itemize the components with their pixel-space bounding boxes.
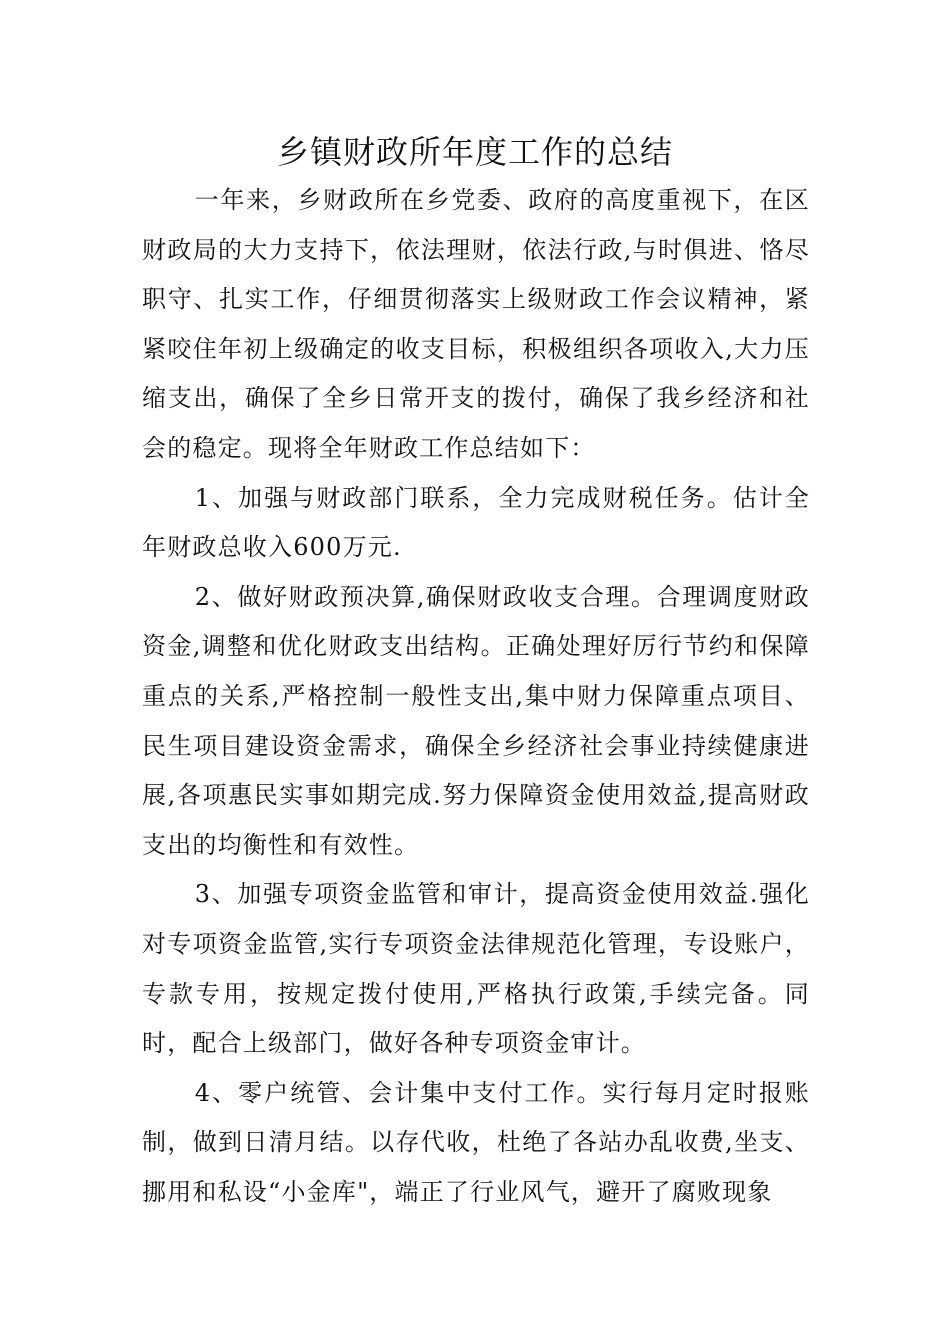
document-title: 乡镇财政所年度工作的总结 bbox=[276, 133, 673, 171]
paragraph-item-1: 1、加强与财政部门联系，全力完成财税任务。估计全年财政总收入600万元. bbox=[142, 483, 810, 562]
paragraph-item-4: 4、零户统管、会计集中支付工作。实行每月定时报账制，做到日清月结。以存代收，杜绝了各站办乱收费,坐支、挪用和私设“小金库"，端正了行业风气，避开了腐败现象 bbox=[142, 1078, 810, 1206]
document-body bbox=[142, 176, 810, 1217]
paragraph-intro: 一年来，乡财政所在乡党委、政府的高度重视下，在区财政局的大力支持下，依法理财，依法行政,与时俱进、恪尽职守、扎实工作，仔细贯彻落实上级财政工作会议精神，紧紧咬住年初上级确定的收支目标，积极组织各项收入,大力压缩支出，确保了全乡日常开支的拨付，确保了我乡经济和社会的稳定。现将全年财政工作总结如下： bbox=[142, 186, 810, 462]
paragraph-item-3: 3、加强专项资金监管和审计，提高资金使用效益.强化对专项资金监管,实行专项资金法律规范化管理，专设账户，专款专用，按规定拨付使用,严格执行政策,手续完备。同时，配合上级部门，做好各种专项资金审计。 bbox=[142, 880, 810, 1058]
paragraph-item-2: 2、做好财政预决算,确保财政收支合理。合理调度财政资金,调整和优化财政支出结构。正确处理好厉行节约和保障重点的关系,严格控制一般性支出,集中财力保障重点项目、民生项目建设资金需求，确保全乡经济社会事业持续健康进展,各项惠民实事如期完成.努力保障资金使用效益,提高财政支出的均衡性和有效性。 bbox=[142, 582, 810, 859]
